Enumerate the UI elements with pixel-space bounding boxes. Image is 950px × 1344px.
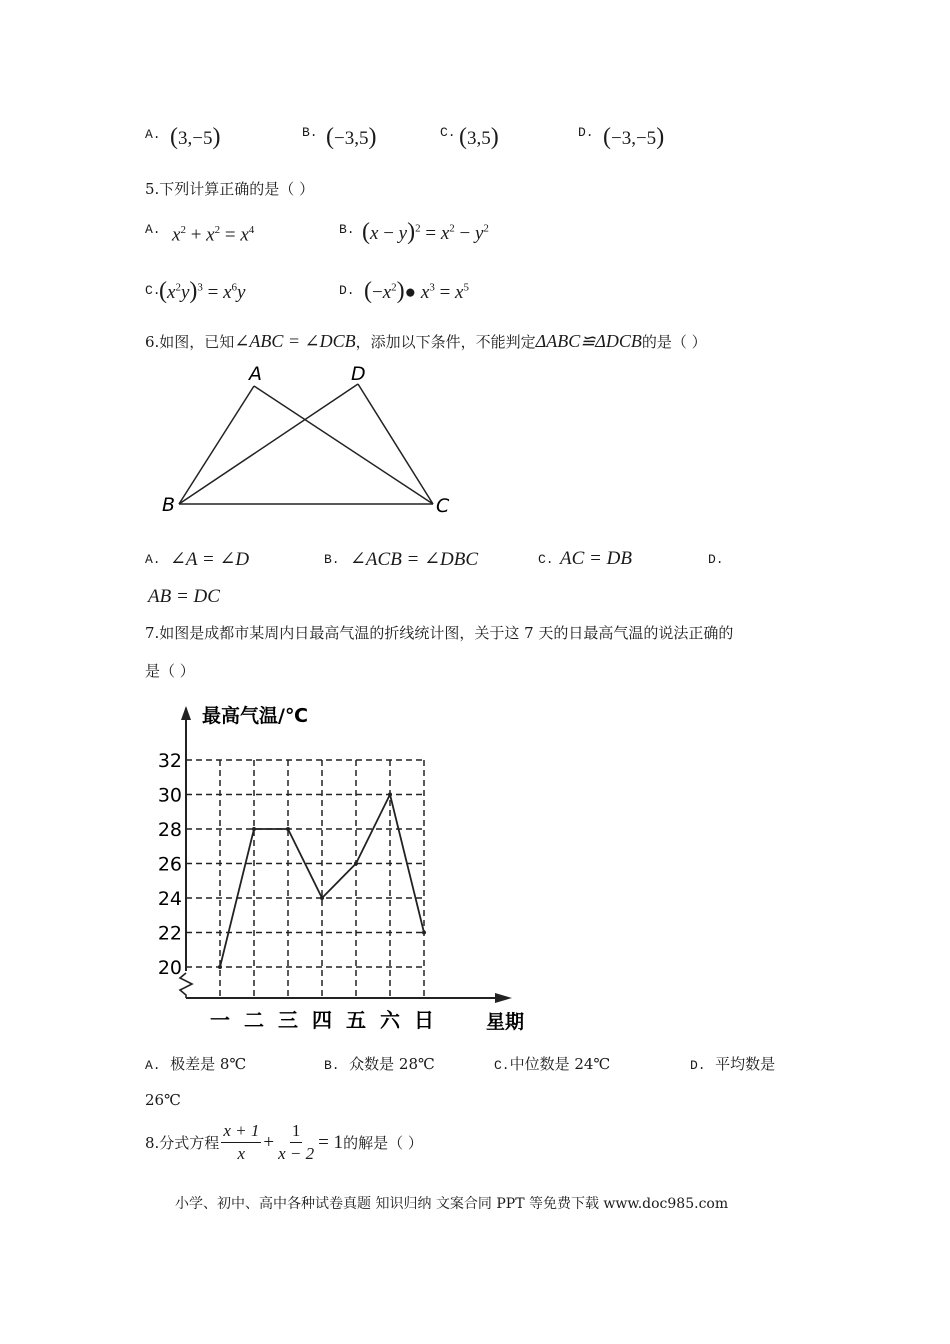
x-axis-arrow bbox=[495, 993, 512, 1003]
q6-stem-post: 的是（ ） bbox=[641, 333, 707, 351]
q8-stem-pre: 8.分式方程 bbox=[145, 1134, 220, 1152]
q6-stem bbox=[145, 331, 707, 352]
page-footer: 小学、初中、高中各种试卷真题 知识归纳 文案合同 PPT 等免费下载 www.doc985.com bbox=[175, 1196, 729, 1212]
data-point-六 bbox=[388, 793, 392, 797]
q8-fraction-1-numerator: x + 1 bbox=[221, 1120, 261, 1143]
q7-option-c-text: 中位数是 24℃ bbox=[509, 1055, 611, 1073]
q8-fraction-2-denominator: x − 2 bbox=[278, 1144, 315, 1163]
q6-option-a-expr: ∠A = ∠D bbox=[170, 549, 250, 570]
q8-fraction-1 bbox=[221, 1120, 261, 1165]
q7-option-c bbox=[494, 1053, 610, 1074]
q5-option-a-expr: $x^2 + x^2 = x^4$ bbox=[172, 224, 255, 246]
q5-stem: 5.下列计算正确的是（ ） bbox=[145, 180, 315, 198]
chart-x-axis-label: 星期 bbox=[486, 1011, 525, 1033]
q6-option-d-label: D. bbox=[708, 552, 724, 567]
x-category-label-3: 三 bbox=[278, 1008, 298, 1032]
q8-fraction-1-denominator: x bbox=[237, 1144, 246, 1163]
x-category-label-6: 六 bbox=[380, 1008, 400, 1032]
data-point-四 bbox=[320, 896, 324, 900]
q5-option-d-label: D. bbox=[339, 283, 355, 298]
y-tick-label-30: 30 bbox=[157, 784, 182, 807]
q7-option-a-text: 极差是 8℃ bbox=[170, 1055, 247, 1073]
q6-option-a-label: A. bbox=[145, 552, 161, 567]
q4-option-d: (−3,−5) bbox=[603, 124, 665, 150]
q6-stem-mid: ，添加以下条件，不能判定 bbox=[355, 333, 536, 351]
q8-stem bbox=[145, 1120, 423, 1165]
y-tick-label-32: 32 bbox=[157, 750, 182, 772]
q5-option-c-label: C. bbox=[145, 283, 161, 298]
q4-option-a: (3,−5) bbox=[170, 124, 221, 150]
q7-option-d-text: 平均数是 bbox=[715, 1055, 776, 1073]
q8-plus: + bbox=[263, 1131, 275, 1153]
q6-option-b-expr: ∠ACB = ∠DBC bbox=[350, 549, 479, 570]
segment-ba bbox=[179, 386, 254, 504]
x-category-label-5: 五 bbox=[346, 1008, 366, 1032]
chart-axes bbox=[180, 706, 512, 1003]
q5-option-c-expr: $(x^2y)^3 = x^6y$ bbox=[159, 278, 246, 304]
q4-option-b-expr: −3,5 bbox=[334, 128, 369, 149]
q4-option-c-expr: 3,5 bbox=[467, 128, 491, 149]
y-tick-label-26: 26 bbox=[157, 853, 182, 876]
data-point-五 bbox=[354, 862, 358, 866]
y-tick-label-24: 24 bbox=[157, 888, 182, 910]
q6-stem-condition: ∠ABC = ∠DCB bbox=[234, 331, 356, 351]
q6-option-c-label: C. bbox=[538, 552, 554, 567]
x-category-label-1: 一 bbox=[210, 1008, 230, 1032]
point-c-label: C bbox=[436, 495, 450, 517]
q6-stem-triangles: ΔABC≌ΔDCB bbox=[535, 331, 642, 351]
q7-stem-line1: 7.如图是成都市某周内日最高气温的折线统计图，关于这 7 天的日最高气温的说法正确的 bbox=[145, 624, 734, 642]
q4-option-b: (−3,5) bbox=[326, 124, 377, 150]
q7-option-b-text: 众数是 28℃ bbox=[349, 1055, 435, 1073]
data-point-一 bbox=[218, 965, 222, 969]
point-b-label: B bbox=[162, 494, 176, 516]
q4-option-c-label: C. bbox=[440, 125, 456, 140]
q6-option-d-expr: AB = DC bbox=[148, 586, 220, 607]
segment-bd bbox=[179, 384, 358, 504]
q7-option-b bbox=[324, 1053, 435, 1074]
q4-option-a-label: A. bbox=[145, 127, 161, 142]
x-category-label-2: 二 bbox=[244, 1008, 264, 1032]
data-point-三 bbox=[286, 827, 290, 831]
q7-option-d-continued: 26℃ bbox=[145, 1091, 181, 1109]
q8-stem-post: 的解是（ ） bbox=[343, 1134, 423, 1152]
q7-option-d bbox=[690, 1053, 775, 1074]
q4-option-b-label: B. bbox=[302, 125, 318, 140]
q6-option-b-label: B. bbox=[324, 552, 340, 567]
segment-dc bbox=[358, 384, 433, 504]
segment-ac bbox=[254, 386, 433, 504]
q7-option-a-label: A. bbox=[145, 1058, 161, 1073]
q7-temperature-line-chart bbox=[150, 700, 540, 1040]
chart-y-ticks bbox=[158, 750, 182, 979]
q7-option-a bbox=[145, 1053, 246, 1074]
q8-fraction-2-numerator: 1 bbox=[290, 1120, 303, 1143]
y-axis-arrow bbox=[181, 706, 191, 720]
q4-option-d-label: D. bbox=[578, 125, 594, 140]
q4-option-c: (3,5) bbox=[459, 124, 499, 150]
x-category-label-7: 日 bbox=[414, 1008, 434, 1032]
q6-triangle-figure bbox=[150, 360, 460, 520]
y-tick-label-28: 28 bbox=[157, 819, 182, 841]
q5-option-d-expr: $(-x^2)●$ $x^3 = x^5$ bbox=[364, 278, 469, 304]
data-point-日 bbox=[422, 931, 426, 935]
q6-option-c-expr: AC = DB bbox=[560, 548, 632, 569]
q4-option-d-expr: −3,−5 bbox=[611, 128, 657, 149]
x-category-label-4: 四 bbox=[312, 1008, 332, 1032]
q8-fraction-2 bbox=[276, 1120, 316, 1165]
q7-stem-line2: 是（ ） bbox=[145, 662, 195, 680]
y-tick-label-22: 22 bbox=[157, 922, 182, 945]
q5-option-b-label: B. bbox=[339, 222, 355, 237]
q4-option-a-expr: 3,−5 bbox=[178, 128, 213, 149]
data-point-二 bbox=[252, 827, 256, 831]
chart-x-categories bbox=[210, 1008, 434, 1032]
chart-y-axis-label: 最高气温/℃ bbox=[202, 705, 308, 727]
q5-option-b-expr: $(x - y)^2 = x^2 - y^2$ bbox=[362, 219, 489, 245]
y-tick-label-20: 20 bbox=[157, 957, 182, 979]
q8-rhs: = 1 bbox=[318, 1131, 344, 1153]
q7-option-c-label: C. bbox=[494, 1058, 510, 1073]
q5-option-a-label: A. bbox=[145, 222, 161, 237]
point-d-label: D bbox=[351, 363, 366, 385]
q6-stem-pre: 6.如图，已知 bbox=[145, 333, 235, 351]
q7-option-d-label: D. bbox=[690, 1058, 706, 1073]
q7-option-b-label: B. bbox=[324, 1058, 340, 1073]
point-a-label: A bbox=[249, 363, 262, 385]
